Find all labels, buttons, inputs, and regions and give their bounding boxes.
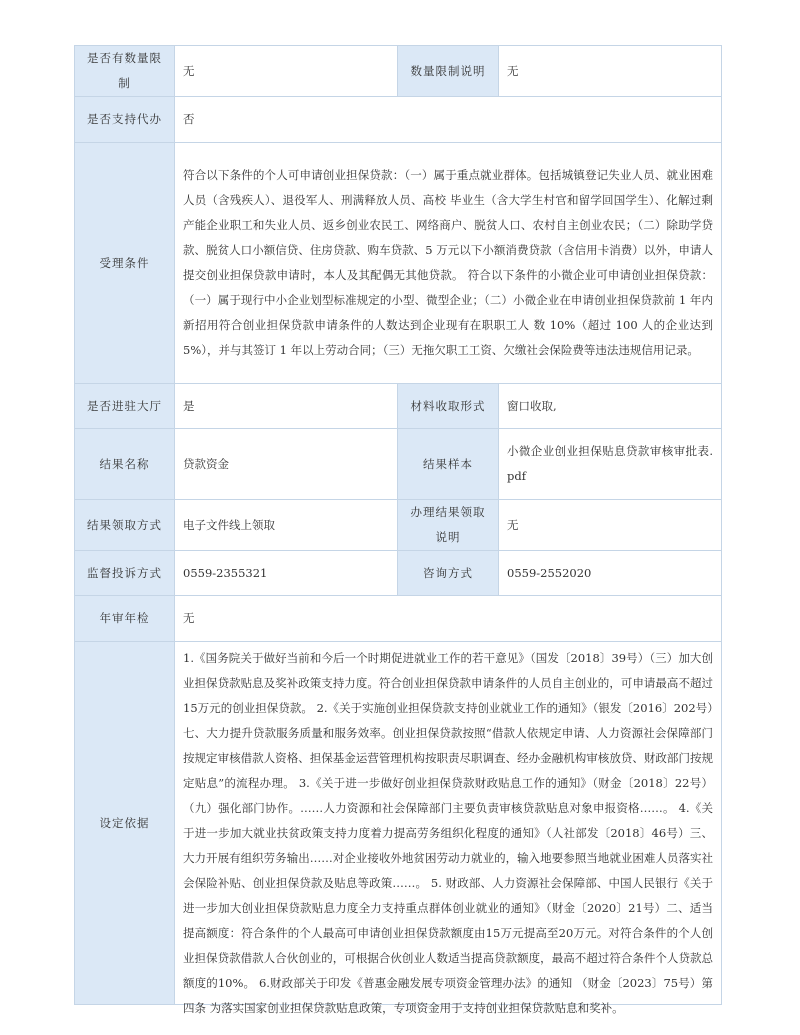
quantity-limit-label: 是否有数量限制 xyxy=(75,46,175,97)
basis-label: 设定依据 xyxy=(75,642,175,1005)
proxy-support-label: 是否支持代办 xyxy=(75,97,175,143)
collection-note-label: 办理结果领取说明 xyxy=(398,500,499,551)
row-result xyxy=(75,429,722,500)
quantity-limit-value: 无 xyxy=(175,46,398,97)
basis-text: 1.《国务院关于做好当前和今后一个时期促进就业工作的若干意见》（国发〔2018〕39号）（三）加大创业担保贷款贴息及奖补政策支持力度。符合创业担保贷款申请条件的人员自主创业的，可申请最高不超过15万元的创业担保贷款。 2.《关于实施创业担保贷款支持创业就业工作的通知》（银发〔2016〕202号）七、大力提升贷款服务质量和服务效率。创业担保贷款按照“借款人依规定申请、人力资源社会保障部门按规定审核借款人资格、担保基金运营管理机构按职责尽职调查、经办金融机构审核放贷、财政部门按规定贴息”的流程办理。 3.《关于进一步做好创业担保贷款财政贴息工作的通知》（财金〔2018〕22号）（九）强化部门协作。……人力资源和社会保障部门主要负责审核贷款贴息对象申报资格……。 4.《关于进一步加大就业扶贫政策支持力度着力提高劳务组织化程度的通知》（人社部发〔2018〕46号）三、大力开展有组织劳务输出……对企业接收外地贫困劳动力就业的，输入地要参照当地就业困难人员落实社会保险补贴、创业担保贷款及贴息等政策……。 5. 财政部、人力资源社会保障部、中国人民银行《关于进一步加大创业担保贷款贴息力度全力支持重点群体创业就业的通知》（财金〔2020〕21号）二、适当提高额度：符合条件的个人最高可申请创业担保贷款额度由15万元提高至20万元。对符合条件的个人创业担保贷款借款人合伙创业的，可根据合伙创业人数适当提高贷款额度，最高不超过符合条件个人贷款总额度的10%。 6.财政部关于印发《普惠金融发展专项资金管理办法》的通知 （财金〔2023〕75号）第四条 为落实国家创业担保贷款贴息政策，专项资金用于支持创业担保贷款贴息和奖补。 xyxy=(183,650,713,1015)
annual-review-value: 无 xyxy=(175,596,722,642)
collection-method-label: 结果领取方式 xyxy=(75,500,175,551)
supervision-label: 监督投诉方式 xyxy=(75,551,175,596)
annual-review-label: 年审年检 xyxy=(75,596,175,642)
row-supervision xyxy=(75,551,722,596)
consult-label: 咨询方式 xyxy=(398,551,499,596)
conditions-label: 受理条件 xyxy=(75,143,175,384)
service-info-sheet xyxy=(74,45,721,1015)
row-quantity-limit xyxy=(75,46,722,97)
collection-note-value: 无 xyxy=(499,500,722,551)
result-sample-label: 结果样本 xyxy=(398,429,499,500)
material-form-value: 窗口收取, xyxy=(499,384,722,429)
result-sample-link[interactable]: 小微企业创业担保贴息贷款审核审批表.pdf xyxy=(499,429,722,500)
hall-label: 是否进驻大厅 xyxy=(75,384,175,429)
supervision-phone: 0559-2355321 xyxy=(175,551,398,596)
hall-value: 是 xyxy=(175,384,398,429)
conditions-text: 符合以下条件的个人可申请创业担保贷款：（一）属于重点就业群体。包括城镇登记失业人员、就业困难人员（含残疾人）、退役军人、刑满释放人员、高校 毕业生（含大学生村官和留学回国学生）、化解过剩产能企业职工和失业人员、返乡创业农民工、网络商户、脱贫人口、农村自主创业农民；（二）除助学贷款、脱贫人口小额信贷、住房贷款、购车贷款、5 万元以下小额消费贷款（含信用卡消费）以外，申请人提交创业担保贷款申请时，本人及其配偶无其他贷款。 符合以下条件的小微企业可申请创业担保贷款：（一）属于现行中小企业划型标准规定的小型、微型企业；（二）小微企业在申请创业担保贷款前 1 年内新招用符合创业担保贷款申请条件的人数达到企业现有在职职工人 数 10%（超过 100 人的企业达到 5%），并与其签订 1 年以上劳动合同；（三）无拖欠职工工资、欠缴社会保险费等违法违规信用记录。 xyxy=(175,143,722,384)
row-hall xyxy=(75,384,722,429)
result-name-label: 结果名称 xyxy=(75,429,175,500)
result-name-value: 贷款资金 xyxy=(175,429,398,500)
proxy-support-value: 否 xyxy=(175,97,722,143)
row-collection xyxy=(75,500,722,551)
material-form-label: 材料收取形式 xyxy=(398,384,499,429)
quantity-limit-note-value: 无 xyxy=(499,46,722,97)
basis-cell xyxy=(175,642,722,1015)
consult-phone: 0559-2552020 xyxy=(499,551,722,596)
quantity-limit-note-label: 数量限制说明 xyxy=(398,46,499,97)
service-info-table xyxy=(74,45,722,1015)
row-annual-review xyxy=(75,596,722,642)
row-conditions xyxy=(75,143,722,384)
row-basis xyxy=(75,642,722,1005)
collection-method-value: 电子文件线上领取 xyxy=(175,500,398,551)
row-proxy-support xyxy=(75,97,722,143)
